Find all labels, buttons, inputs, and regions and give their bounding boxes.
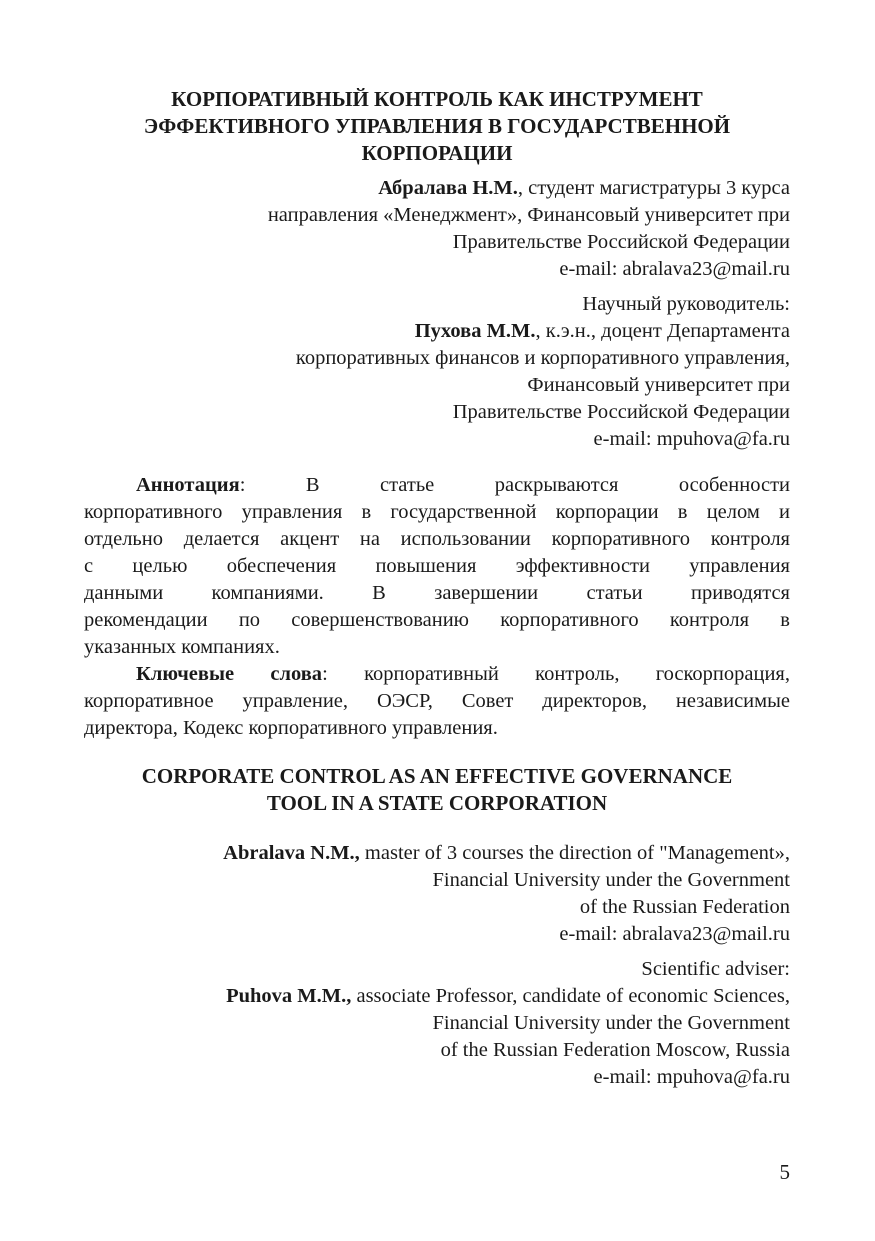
en-title bbox=[84, 763, 790, 817]
ru-adviser-block bbox=[84, 291, 790, 453]
ru-author-email: e-mail: abralava23@mail.ru bbox=[559, 258, 790, 280]
annotation-line: данными компаниями. В завершении статьи приводятся bbox=[84, 582, 790, 604]
en-author-block bbox=[84, 840, 790, 948]
ru-adviser-name: Пухова М.М. bbox=[414, 320, 536, 342]
annotation-line: с целью обеспечения повышения эффективности управления bbox=[84, 555, 790, 577]
ru-author-block bbox=[84, 175, 790, 283]
keywords-line bbox=[84, 661, 790, 688]
en-title-line: CORPORATE CONTROL AS AN EFFECTIVE GOVERNANCE bbox=[141, 764, 733, 788]
en-title-line: TOOL IN A STATE CORPORATION bbox=[266, 791, 608, 815]
keywords-text: : корпоративный контроль, госкорпорация, bbox=[322, 663, 790, 685]
paper-page bbox=[84, 86, 790, 1091]
page-number: 5 bbox=[779, 1160, 790, 1184]
annotation-line: указанных компаниях. bbox=[84, 636, 280, 658]
en-author-line bbox=[84, 840, 790, 867]
en-author-email: e-mail: abralava23@mail.ru bbox=[559, 923, 790, 945]
ru-adviser-label: Научный руководитель: bbox=[582, 293, 790, 315]
ru-adviser-email: e-mail: mpuhova@fa.ru bbox=[593, 428, 790, 450]
en-author-position: master of 3 courses the direction of "Management», bbox=[359, 842, 790, 864]
en-author-affiliation: of the Russian Federation bbox=[579, 896, 790, 918]
en-adviser-line bbox=[84, 983, 790, 1010]
ru-annotation bbox=[84, 472, 790, 661]
ru-author-name: Абралава Н.М. bbox=[378, 177, 518, 199]
en-adviser-affiliation: Financial University under the Government bbox=[432, 1012, 790, 1034]
annotation-text: В статье раскрываются особенности bbox=[245, 474, 790, 496]
annotation-label: Аннотация bbox=[136, 474, 240, 496]
annotation-sep: : bbox=[239, 474, 246, 496]
en-adviser-email: e-mail: mpuhova@fa.ru bbox=[593, 1066, 790, 1088]
en-author-affiliation: Financial University under the Government bbox=[432, 869, 790, 891]
annotation-line: рекомендации по совершенствованию корпоративного контроля в bbox=[84, 609, 790, 631]
ru-author-position: , студент магистратуры 3 курса bbox=[517, 177, 790, 199]
ru-title bbox=[84, 86, 790, 167]
en-adviser-name: Puhova M.M., bbox=[226, 985, 352, 1007]
ru-adviser-line bbox=[84, 318, 790, 345]
ru-adviser-position: , к.э.н., доцент Департамента bbox=[535, 320, 790, 342]
ru-author-affiliation: Правительстве Российской Федерации bbox=[452, 231, 790, 253]
en-adviser-label: Scientific adviser: bbox=[641, 958, 790, 980]
en-adviser-block bbox=[84, 956, 790, 1091]
ru-adviser-affiliation: Правительстве Российской Федерации bbox=[452, 401, 790, 423]
ru-title-line: ЭФФЕКТИВНОГО УПРАВЛЕНИЯ В ГОСУДАРСТВЕННОЙ bbox=[143, 114, 731, 138]
ru-keywords bbox=[84, 661, 790, 742]
ru-author-affiliation: направления «Менеджмент», Финансовый университет при bbox=[267, 204, 790, 226]
ru-title-line: КОРПОРАТИВНЫЙ КОНТРОЛЬ КАК ИНСТРУМЕНТ bbox=[171, 87, 703, 111]
annotation-line bbox=[84, 472, 790, 499]
ru-title-line: КОРПОРАЦИИ bbox=[361, 141, 513, 165]
keywords-line: директора, Кодекс корпоративного управления. bbox=[84, 717, 498, 739]
keywords-line: корпоративное управление, ОЭСР, Совет директоров, независимые bbox=[84, 690, 790, 712]
annotation-line: отдельно делается акцент на использовании корпоративного контроля bbox=[84, 528, 790, 550]
ru-adviser-affiliation: Финансовый университет при bbox=[527, 374, 790, 396]
keywords-label: Ключевые слова bbox=[136, 663, 323, 685]
ru-adviser-affiliation: корпоративных финансов и корпоративного управления, bbox=[295, 347, 790, 369]
en-adviser-affiliation: of the Russian Federation Moscow, Russia bbox=[440, 1039, 790, 1061]
en-author-name: Abralava N.M., bbox=[223, 842, 360, 864]
en-adviser-position: associate Professor, candidate of economic Sciences, bbox=[351, 985, 790, 1007]
annotation-line: корпоративного управления в государственной корпорации в целом и bbox=[84, 501, 790, 523]
ru-author-line bbox=[84, 175, 790, 202]
